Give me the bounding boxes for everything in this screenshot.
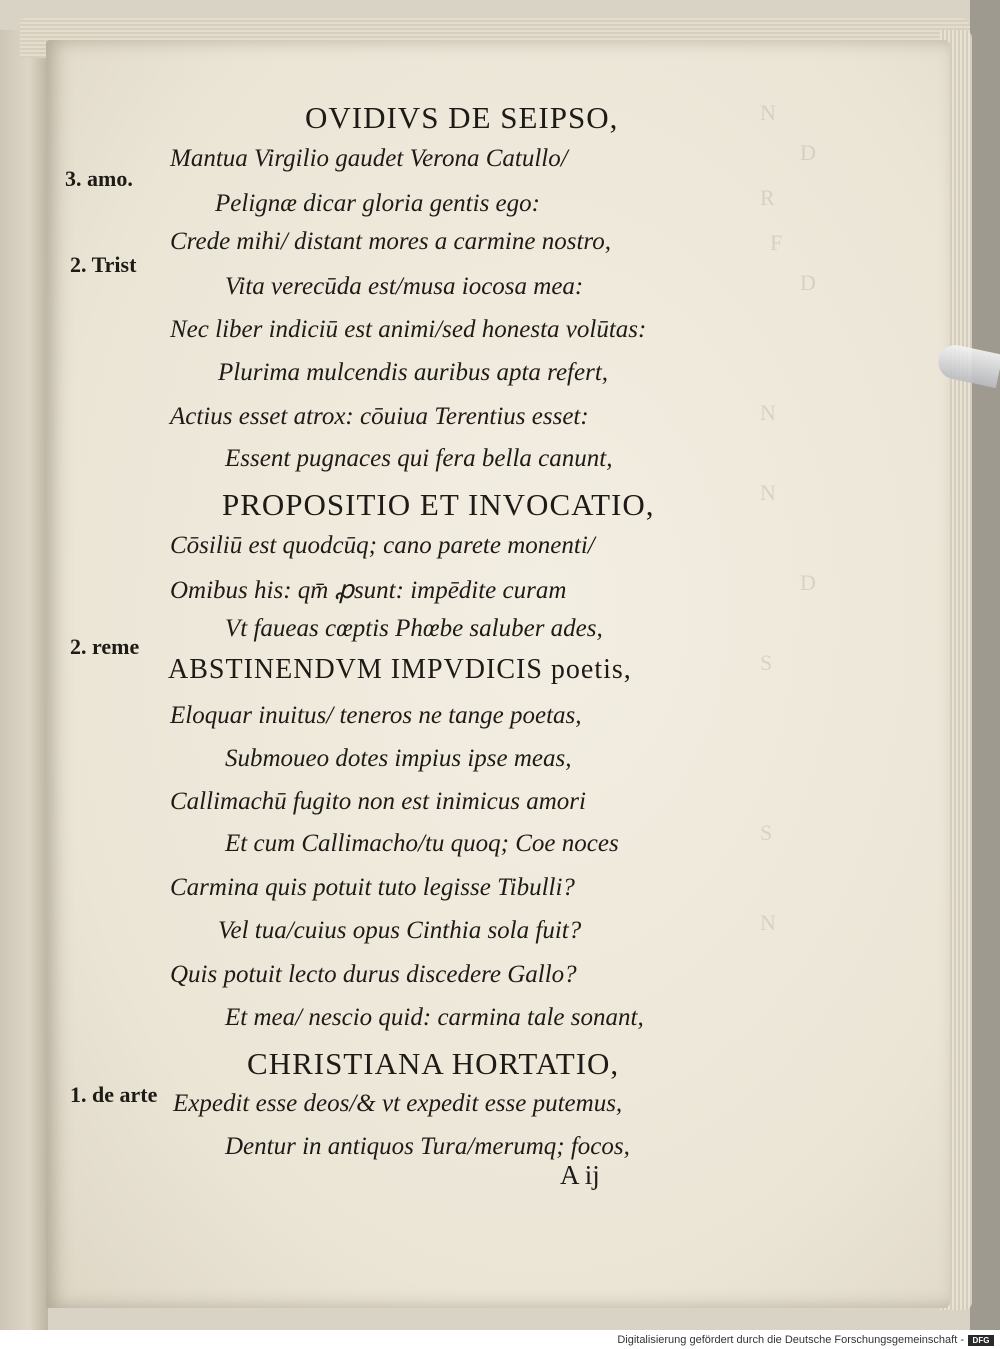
show-through: R (760, 185, 775, 210)
show-through: N (760, 480, 776, 505)
show-through: D (800, 270, 816, 295)
show-through: D (800, 570, 816, 595)
verse-line: Submoueo dotes impius ipse meas, (225, 745, 572, 772)
verse-line: Vita verecūda est/musa iocosa mea: (225, 273, 584, 300)
verse-line: Quis potuit lecto durus discedere Gallo? (170, 961, 577, 988)
show-through: D (800, 140, 816, 165)
section-heading-propositio: PROPOSITIO ET INVOCATIO, (222, 487, 655, 522)
verse-line: Crede mihi/ distant mores a carmine nostro, (170, 228, 611, 255)
verse-line: Et mea/ nescio quid: carmina tale sonant, (225, 1004, 644, 1031)
section-heading-christiana: CHRISTIANA HORTATIO, (247, 1046, 620, 1081)
verse-line: Carmina quis potuit tuto legisse Tibulli? (170, 874, 575, 901)
marginal-reference: 3. amo. (65, 166, 133, 191)
verse-line: Dentur in antiquos Tura/merumq; focos, (225, 1133, 630, 1160)
verse-line: Nec liber indiciū est animi/sed honesta volūtas: (170, 316, 647, 343)
verse-line: Omibus his: qm̄ ꝓsunt: impēdite curam (170, 577, 567, 604)
section-heading-abstinendum: ABSTINENDVM IMPVDICIS poetis, (168, 654, 632, 685)
show-through: F (770, 230, 783, 255)
show-through: S (760, 650, 773, 675)
verse-line: Vel tua/cuius opus Cinthia sola fuit? (218, 917, 582, 944)
page-title: OVIDIVS DE SEIPSO, (305, 100, 619, 135)
verse-line: Plurima mulcendis auribus apta refert, (218, 359, 609, 386)
show-through: S (760, 820, 773, 845)
marginal-reference: 2. Trist (70, 252, 137, 277)
digitization-credit (590, 1334, 994, 1346)
background (970, 0, 1000, 1330)
show-through: N (760, 910, 776, 935)
verse-line: Actius esset atrox: cōuiua Terentius esset: (170, 403, 589, 430)
verse-line: Expedit esse deos/& vt expedit esse putemus, (173, 1090, 623, 1117)
show-through: N (760, 400, 776, 425)
dfg-logo: DFG (968, 1335, 994, 1346)
left-page-edge (0, 30, 48, 1330)
verse-line: Cōsiliū est quodcūq; cano parete monenti/ (170, 532, 595, 559)
verse-line: Mantua Virgilio gaudet Verona Catullo/ (170, 145, 568, 172)
verse-line: Essent pugnaces qui fera bella canunt, (225, 445, 613, 472)
marginal-reference: 2. reme (70, 634, 140, 659)
verse-line: Callimachū fugito non est inimicus amori (170, 788, 586, 815)
verse-line: Et cum Callimacho/tu quoq; Coe noces (225, 830, 619, 857)
signature-mark: A ij (560, 1160, 600, 1190)
verse-line: Eloquar inuitus/ teneros ne tange poetas, (170, 702, 582, 729)
verse-line: Pelignæ dicar gloria gentis ego: (215, 190, 540, 217)
show-through: N (760, 100, 776, 125)
credit-text: Digitalisierung gefördert durch die Deutsche Forschungsgemeinschaft - (617, 1334, 964, 1346)
verse-line: Vt faueas cœptis Phœbe saluber ades, (225, 615, 603, 642)
marginal-reference: 1. de arte (70, 1082, 158, 1107)
